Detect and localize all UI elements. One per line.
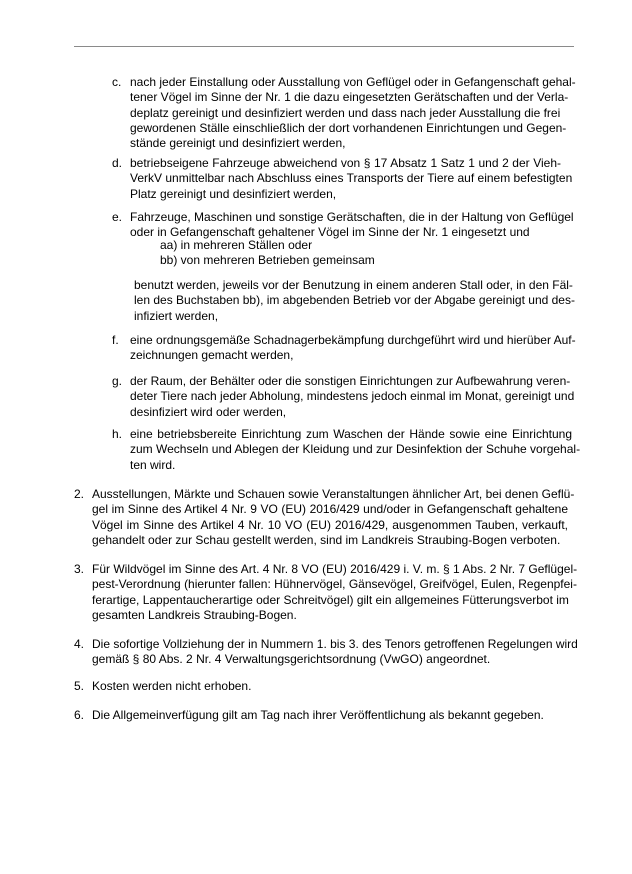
text-line: Vögel im Sinne des Artikel 4 Nr. 10 VO (EU) 2016/429, ausgenommen Tauben, verkauft, [92, 517, 568, 532]
text-line: desinfiziert wird oder werden, [130, 404, 287, 419]
text-line: stände gereinigt und desinfiziert werden, [130, 136, 346, 151]
text-line: Platz gereinigt und desinfiziert werden, [130, 186, 337, 201]
item-e-text [130, 210, 574, 241]
subitem-bb: bb) von mehreren Betrieben gemeinsam [160, 253, 375, 268]
text-line: Ausstellungen, Märkte und Schauen sowie Veranstaltungen ähnlicher Art, bei denen Geflü- [92, 487, 575, 501]
item-d-text [130, 156, 573, 202]
item-6-label: 6. [74, 708, 85, 722]
item-5-label: 5. [74, 679, 85, 693]
item-h-label: h. [112, 427, 123, 441]
item-5-text [92, 679, 251, 694]
item-c-label: c. [112, 75, 122, 89]
text-line: eine betriebsbereite Einrichtung zum Waschen der Hände sowie eine Einrichtung [130, 427, 572, 441]
item-g-label: g. [112, 374, 123, 388]
item-f-label: f. [112, 333, 119, 347]
subitem-aa: aa) in mehreren Ställen oder [160, 238, 313, 252]
text-line: len des Buchstaben bb), im abgebenden Betrieb vor der Abgabe gereinigt und des- [134, 293, 575, 308]
text-line: gehandelt oder zur Schau gestellt werden, sind im Landkreis Straubing-Bogen verboten. [92, 532, 561, 547]
text-line: deplatz gereinigt und desinfiziert werden und dass nach jeder Ausstallung die frei [130, 105, 561, 120]
text-line: nach jeder Einstallung oder Ausstallung von Geflügel oder in Gefangenschaft gehal- [130, 75, 576, 89]
item-f-text [130, 333, 576, 364]
text-line: zeichnungen gemacht werden, [130, 348, 294, 363]
text-line: Fahrzeuge, Maschinen und sonstige Gerätschaften, die in der Haltung von Geflügel [130, 210, 574, 224]
text-line: Für Wildvögel im Sinne des Art. 4 Nr. 8 VO (EU) 2016/429 i. V. m. § 1 Abs. 2 Nr. 7 Geflügel- [92, 562, 578, 576]
item-2-text [92, 487, 575, 548]
text-line: tener Vögel im Sinne der Nr. 1 die dazu eingesetzten Gerätschaften und der Verla- [130, 90, 569, 105]
text-line: deter Tiere nach jeder Abholung, mindestens jedoch einmal im Monat, gereinigt und [130, 389, 575, 404]
item-e-continuation [134, 278, 575, 324]
text-line: gesamten Landkreis Straubing-Bogen. [92, 607, 297, 622]
item-6-text [92, 708, 544, 723]
item-e-label: e. [112, 210, 123, 224]
text-line: VerkV unmittelbar nach Abschluss eines Transports der Tiere auf einem befestigten [130, 171, 573, 186]
item-e-subitems [160, 238, 375, 269]
text-line: gel im Sinne des Artikel 4 Nr. 9 VO (EU) 2016/429 und/oder in Gefangenschaft gehaltene [92, 502, 568, 517]
text-line: gemäß § 80 Abs. 2 Nr. 4 Verwaltungsgerichtsordnung (VwGO) angeordnet. [92, 652, 491, 667]
text-line: zum Wechseln und Ablegen der Kleidung und zur Desinfektion der Schuhe vorgehal- [130, 442, 581, 457]
text-line: infiziert werden, [134, 308, 219, 323]
item-4-label: 4. [74, 637, 85, 651]
item-h-text [130, 427, 581, 473]
text-line: Die Allgemeinverfügung gilt am Tag nach ihrer Veröffentlichung als bekannt gegeben. [92, 708, 544, 722]
text-line: ferartige, Lappentaucherartige oder Schreitvögel) gilt ein allgemeines Fütterungsverbot im [92, 592, 569, 607]
text-line: betriebseigene Fahrzeuge abweichend von § 17 Absatz 1 Satz 1 und 2 der Vieh- [130, 156, 561, 170]
item-g-text [130, 374, 575, 420]
item-d-label: d. [112, 156, 123, 170]
text-line: eine ordnungsgemäße Schadnagerbekämpfung durchgeführt wird und hierüber Auf- [130, 333, 576, 347]
text-line: ten wird. [130, 457, 176, 472]
text-line: pest-Verordnung (hierunter fallen: Hühnervögel, Gänsevögel, Greifvögel, Eulen, Regenpfei- [92, 577, 577, 592]
header-rule [74, 46, 574, 47]
item-c-text [130, 75, 576, 151]
text-line: der Raum, der Behälter oder die sonstigen Einrichtungen zur Aufbewahrung veren- [130, 374, 571, 388]
text-line: Kosten werden nicht erhoben. [92, 679, 252, 693]
item-2-label: 2. [74, 487, 85, 501]
text-line: oder in Gefangenschaft gehaltener Vögel im Sinne der Nr. 1 eingesetzt und [130, 225, 530, 240]
text-line: gewordenen Ställe einschließlich der dort vorhandenen Einrichtungen und Gegen- [130, 120, 567, 135]
text-line: benutzt werden, jeweils vor der Benutzung in einem anderen Stall oder, in den Fäl- [134, 278, 573, 292]
item-3-label: 3. [74, 562, 85, 576]
item-3-text [92, 562, 578, 623]
text-line: Die sofortige Vollziehung der in Nummern 1. bis 3. des Tenors getroffenen Regelungen wird [92, 637, 578, 651]
item-4-text [92, 637, 578, 668]
